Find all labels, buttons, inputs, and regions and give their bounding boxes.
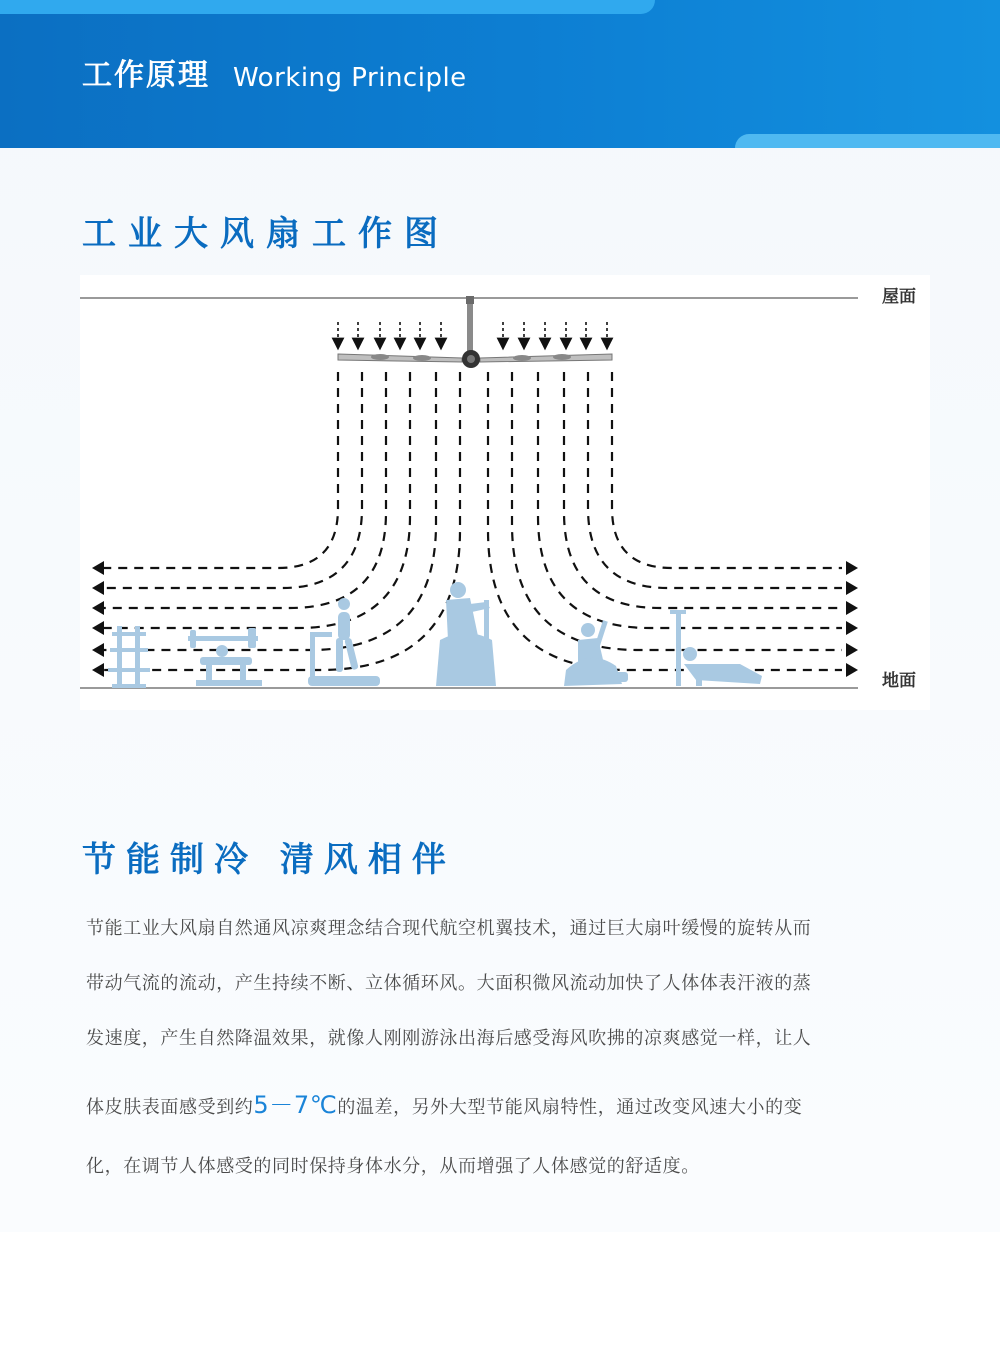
paragraph-line-3: 发速度，产生自然降温效果，就像人刚刚游泳出海后感受海风吹拂的凉爽感觉一样，让人 [86, 1028, 812, 1049]
paragraph-line-1: 节能工业大风扇自然通风凉爽理念结合现代航空机翼技术，通过巨大扇叶缓慢的旋转从而 [86, 918, 812, 939]
left-arrowhead [92, 663, 104, 677]
fan-mount-rod [467, 296, 473, 352]
right-arrowhead [846, 601, 858, 615]
left-arrowhead [92, 621, 104, 635]
header-subtitle: Working Principle [233, 63, 467, 93]
line4-text-after: 的温差，另外大型节能风扇特性，通过改变风速大小的变 [337, 1097, 803, 1118]
diagram-section-title: 工业大风扇工作图 [82, 214, 450, 254]
left-arrowhead [92, 561, 104, 575]
airflow-line [564, 372, 842, 608]
temperature-difference-highlight: 5－7℃ [253, 1091, 338, 1119]
elliptical-rider-icon [564, 620, 628, 686]
right-arrowhead [846, 581, 858, 595]
weight-rack-icon [108, 626, 150, 688]
paragraph-line-5: 化，在调节人体感受的同时保持身体水分，从而增强了人体感觉的舒适度。 [86, 1156, 700, 1177]
header-title: 工作原理 [82, 58, 210, 93]
airflow-line [538, 372, 842, 628]
airflow-line [100, 372, 362, 588]
bench-press-icon [188, 628, 262, 686]
right-arrowhead [846, 663, 858, 677]
floor-exercise-person-icon [670, 610, 762, 686]
text-section-title: 节能制冷 清风相伴 [82, 840, 456, 880]
fan-blade-left [338, 354, 462, 362]
right-arrowhead [846, 621, 858, 635]
exercise-bike-rider-icon [436, 582, 496, 686]
left-arrowhead [92, 601, 104, 615]
airflow-line [588, 372, 842, 588]
gym-equipment [108, 582, 762, 688]
ceiling-label: 屋面 [882, 287, 916, 307]
airflow-line [100, 372, 386, 608]
paragraph-line-2: 带动气流的流动，产生持续不断、立体循环风。大面积微风流动加快了人体体表汗液的蒸 [86, 973, 812, 994]
left-arrowhead [92, 643, 104, 657]
right-arrowhead [846, 561, 858, 575]
airflow-line [488, 372, 842, 670]
right-arrowhead [846, 643, 858, 657]
airflow-line [100, 372, 410, 628]
fan-assembly [338, 296, 612, 368]
floor-label: 地面 [882, 671, 916, 691]
airflow-line [100, 372, 338, 568]
airflow-line [100, 372, 460, 670]
left-arrowhead [92, 581, 104, 595]
fan-blade-right [480, 354, 612, 362]
airflow-line [612, 372, 842, 568]
paragraph-line-4 [86, 1092, 926, 1121]
treadmill-runner-icon [308, 598, 380, 686]
line4-text-before: 体皮肤表面感受到约 [86, 1097, 254, 1118]
page-bottom-margin [0, 1232, 1000, 1357]
